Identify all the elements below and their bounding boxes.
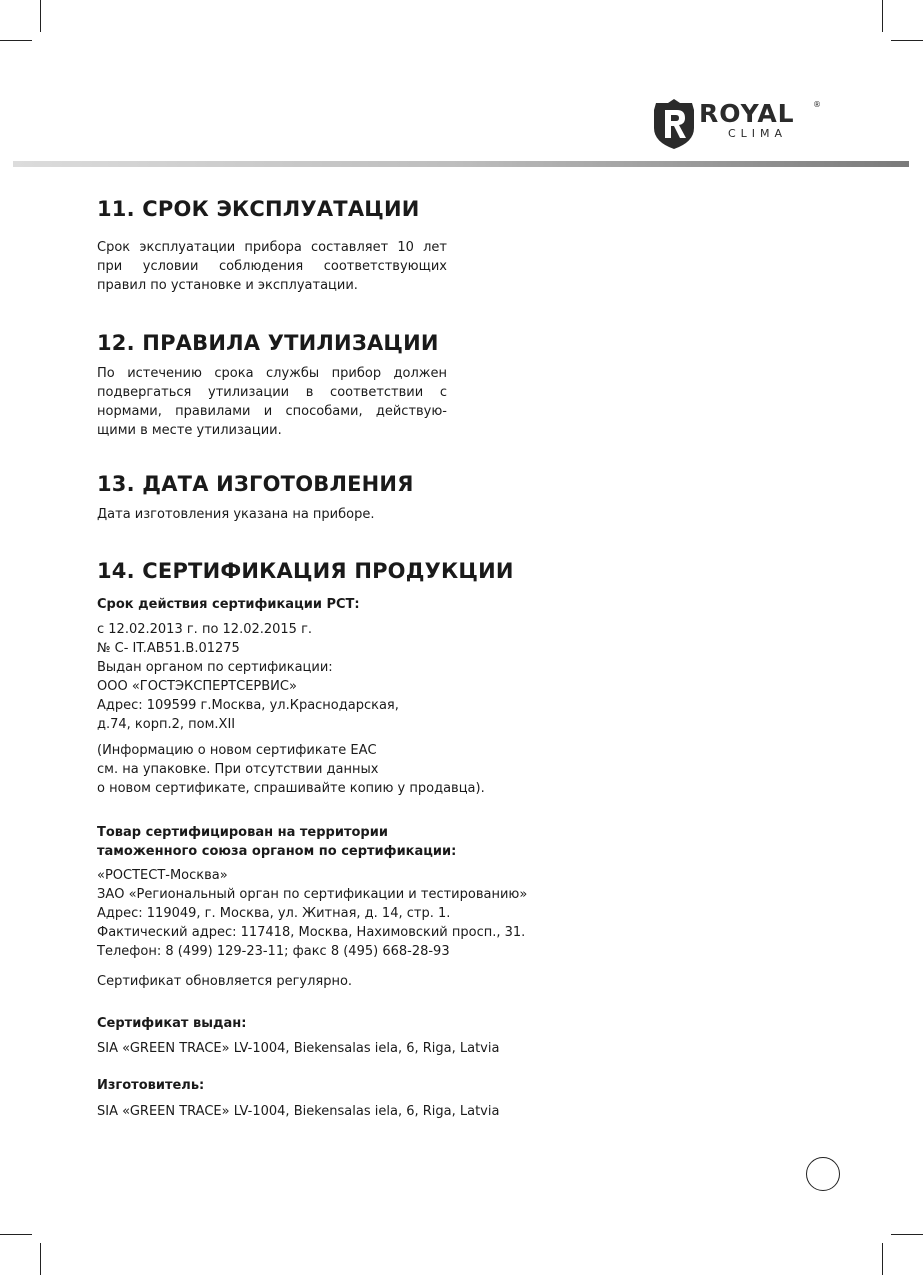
registered-mark: ® [813, 100, 821, 109]
crop-mark [0, 40, 32, 41]
text-line: Дата изготовления указана на приборе. [97, 507, 375, 522]
brand-subname: CLIMA [728, 127, 788, 140]
text-line: подвергаться утилизации в соответствии с [97, 385, 447, 400]
section-11-text [97, 238, 447, 295]
text-line: д.74, корп.2, пом.XII [97, 717, 236, 732]
manufacturer-heading [97, 1076, 204, 1095]
text-line: Срок эксплуатации прибора составляет 10 лет [97, 240, 447, 255]
update-note [97, 972, 352, 991]
text-line: Фактический адрес: 117418, Москва, Нахимовский просп., 31. [97, 925, 526, 940]
crop-mark [882, 1243, 883, 1275]
shield-icon [653, 98, 695, 150]
section-13-text [97, 505, 447, 524]
subheading: Срок действия сертификации РСТ: [97, 597, 360, 612]
text-line: Телефон: 8 (499) 129-23-11; факс 8 (495) 668-28-93 [97, 944, 450, 959]
rst-certification [97, 595, 360, 614]
eac-note [97, 741, 485, 798]
crop-mark [891, 40, 923, 41]
subheading: Сертификат выдан: [97, 1016, 247, 1031]
subheading: Товар сертифицирован на территории [97, 825, 388, 840]
text-line: ЗАО «Региональный орган по сертификации и тестированию» [97, 887, 528, 902]
section-12-title: 12. ПРАВИЛА УТИЛИЗАЦИИ [97, 331, 439, 355]
text-line: ООО «ГОСТЭКСПЕРТСЕРВИС» [97, 679, 297, 694]
issued-to [97, 1039, 499, 1058]
section-11-title: 11. СРОК ЭКСПЛУАТАЦИИ [97, 197, 420, 221]
text-line: о новом сертификате, спрашивайте копию у продавца). [97, 781, 485, 796]
text-line: (Информацию о новом сертификате ЕАС [97, 743, 377, 758]
text-line: при условии соблюдения соответствующих [97, 259, 447, 274]
manufacturer [97, 1102, 499, 1121]
customs-union-heading [97, 823, 456, 861]
crop-mark [0, 1234, 32, 1235]
subheading: таможенного союза органом по сертификации: [97, 844, 457, 859]
header-divider [13, 161, 909, 167]
issued-heading [97, 1014, 246, 1033]
section-13-title: 13. ДАТА ИЗГОТОВЛЕНИЯ [97, 472, 414, 496]
text-line: SIA «GREEN TRACE» LV-1004, Biekensalas iela, 6, Riga, Latvia [97, 1104, 500, 1119]
crop-mark [891, 1234, 923, 1235]
crop-mark [40, 0, 41, 32]
text-line: № С- IT.АВ51.В.01275 [97, 641, 240, 656]
text-line: Адрес: 119049, г. Москва, ул. Житная, д. 14, стр. 1. [97, 906, 451, 921]
crop-mark [882, 0, 883, 32]
customs-union-details [97, 866, 527, 961]
text-line: Выдан органом по сертификации: [97, 660, 333, 675]
text-line: Адрес: 109599 г.Москва, ул.Краснодарская, [97, 698, 399, 713]
text-line: «РОСТЕСТ-Москва» [97, 868, 228, 883]
text-line: Сертификат обновляется регулярно. [97, 974, 353, 989]
text-line: нормами, правилами и способами, действую- [97, 404, 447, 419]
section-14-title: 14. СЕРТИФИКАЦИЯ ПРОДУКЦИИ [97, 559, 514, 583]
brand-name: ROYAL [699, 99, 795, 128]
crop-mark [40, 1243, 41, 1275]
text-line: SIA «GREEN TRACE» LV-1004, Biekensalas iela, 6, Riga, Latvia [97, 1041, 500, 1056]
text-line: см. на упаковке. При отсутствии данных [97, 762, 379, 777]
subheading: Изготовитель: [97, 1078, 205, 1093]
text-line: По истечению срока службы прибор должен [97, 366, 447, 381]
brand-logo [653, 98, 828, 150]
text-line: правил по установке и эксплуатации. [97, 278, 358, 293]
rst-details [97, 620, 399, 734]
text-line: с 12.02.2013 г. по 12.02.2015 г. [97, 622, 313, 637]
section-12-text [97, 364, 447, 440]
text-line: щими в месте утилизации. [97, 423, 282, 438]
page-number-circle [806, 1157, 840, 1191]
